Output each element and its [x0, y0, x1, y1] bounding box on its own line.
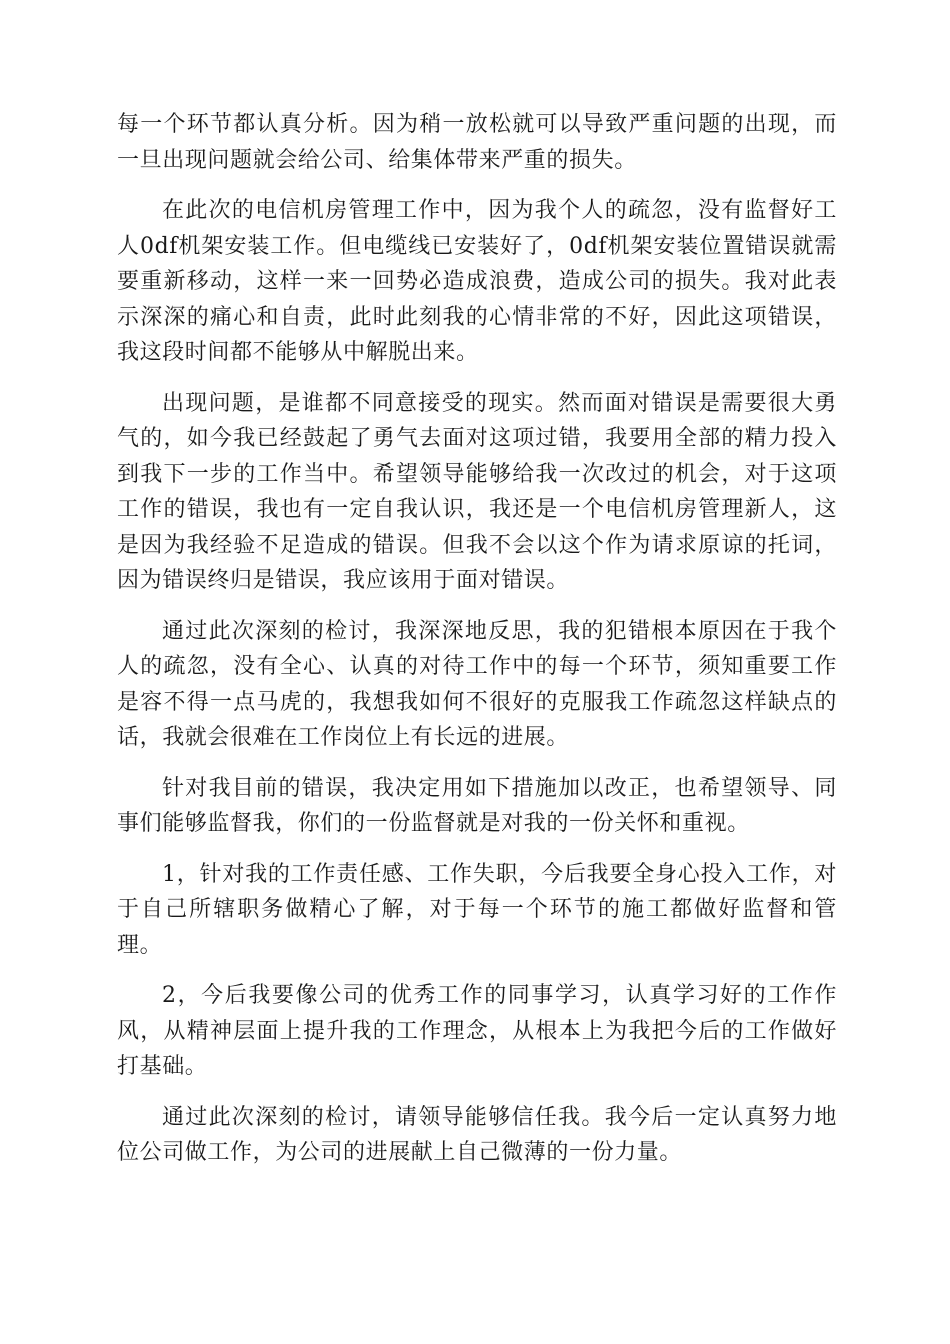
paragraph-4: 通过此次深刻的检讨，我深深地反思，我的犯错根本原因在于我个人的疏忽，没有全心、认真的对待工作中的每一个环节，须知重要工作是容不得一点马虎的，我想我如何不很好的克服我工作疏忽这样缺点的话，我就会很难在工作岗位上有长远的进展。	[117, 618, 837, 750]
paragraph-1: 每一个环节都认真分析。因为稍一放松就可以导致严重问题的出现，而一旦出现问题就会给公司、给集体带来严重的损失。	[117, 112, 837, 173]
paragraph-2: 在此次的电信机房管理工作中，因为我个人的疏忽，没有监督好工人0df机架安装工作。但电缆线已安装好了，0df机架安装位置错误就需要重新移动，这样一来一回势必造成浪费，造成公司的损失。我对此表示深深的痛心和自责，此时此刻我的心情非常的不好，因此这项错误，我这段时间都不能够从中解脱出来。	[117, 198, 837, 365]
document-body	[117, 107, 837, 1186]
paragraph-8: 通过此次深刻的检讨，请领导能够信任我。我今后一定认真努力地位公司做工作，为公司的进展献上自己微薄的一份力量。	[117, 1104, 837, 1165]
paragraph-7: 2，今后我要像公司的优秀工作的同事学习，认真学习好的工作作风，从精神层面上提升我的工作理念，从根本上为我把今后的工作做好打基础。	[117, 983, 837, 1079]
paragraph-5: 针对我目前的错误，我决定用如下措施加以改正，也希望领导、同事们能够监督我，你们的一份监督就是对我的一份关怀和重视。	[117, 775, 837, 836]
paragraph-3: 出现问题，是谁都不同意接受的现实。然而面对错误是需要很大勇气的，如今我已经鼓起了勇气去面对这项过错，我要用全部的精力投入到我下一步的工作当中。希望领导能够给我一次改过的机会，对于这项工作的错误，我也有一定自我认识，我还是一个电信机房管理新人，这是因为我经验不足造成的错误。但我不会以这个作为请求原谅的托词，因为错误终归是错误，我应该用于面对错误。	[117, 390, 837, 593]
paragraph-6: 1，针对我的工作责任感、工作失职，今后我要全身心投入工作，对于自己所辖职务做精心了解，对于每一个环节的施工都做好监督和管理。	[117, 861, 837, 958]
